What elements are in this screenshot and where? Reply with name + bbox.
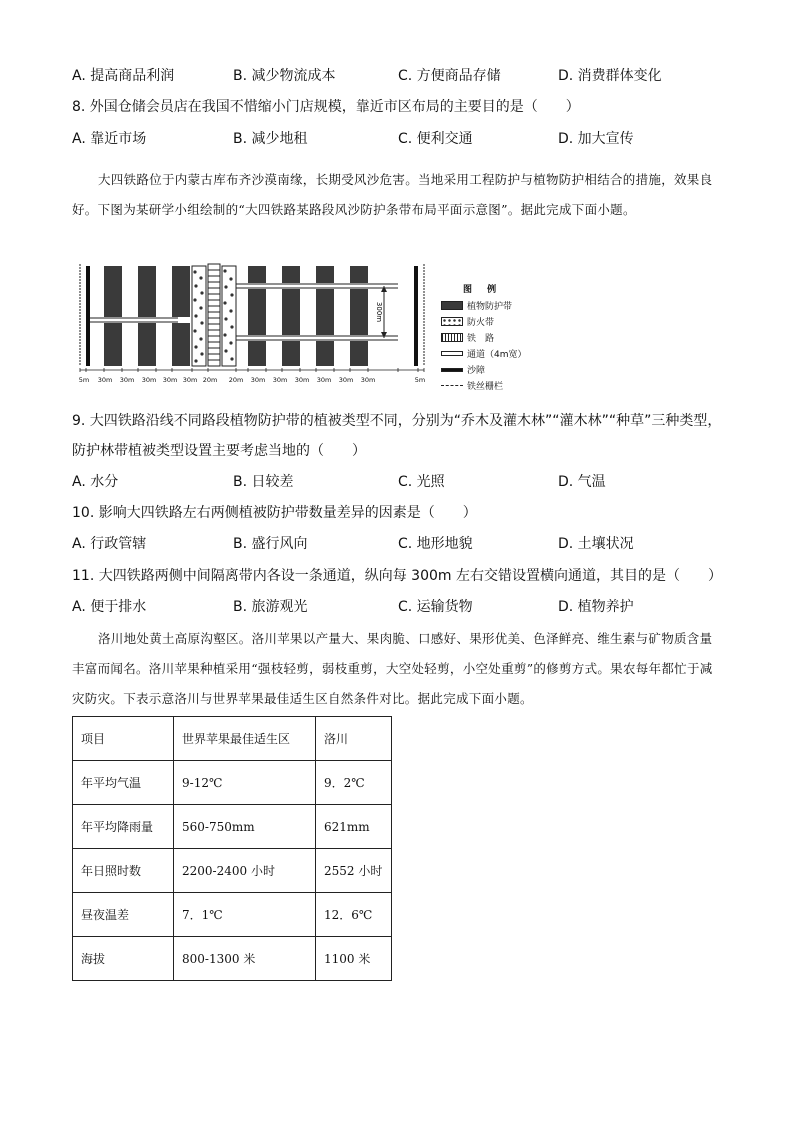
q8-stem: 8. 外国仓储会员店在我国不惜缩小门店规模，靠近市区布局的主要目的是（ ）	[72, 99, 580, 115]
width-label: 30m	[119, 376, 135, 384]
q11-option-b: B. 旅游观光	[233, 599, 308, 615]
width-label: 20m	[228, 376, 244, 384]
q8-option-c: C. 便利交通	[398, 131, 473, 147]
legend-item-fence	[441, 380, 503, 391]
table-cell: 昼夜温差	[73, 893, 174, 937]
fence-swatch	[441, 385, 463, 386]
scale-300m-label: 300m	[375, 301, 383, 323]
table-cell: 12．6℃	[316, 893, 392, 937]
sand-barrier-swatch	[441, 368, 463, 372]
figure-legend	[441, 282, 561, 396]
q7-option-c: C. 方便商品存储	[398, 68, 501, 84]
table-row	[73, 893, 392, 937]
table-cell: 2200-2400 小时	[174, 849, 316, 893]
q7-option-b: B. 减少物流成本	[233, 68, 336, 84]
legend-title: 图 例	[463, 285, 503, 295]
width-label: 5m	[414, 376, 426, 384]
q10-option-a: A. 行政管辖	[72, 536, 147, 552]
channel-swatch	[441, 351, 463, 356]
table-header-row	[73, 717, 392, 761]
q10-option-b: B. 盛行风向	[233, 536, 308, 552]
table-row	[73, 805, 392, 849]
table-cell: 800-1300 米	[174, 937, 316, 981]
q11-option-d: D. 植物养护	[558, 599, 634, 615]
q7-option-a: A. 提高商品利润	[72, 68, 175, 84]
width-label: 30m	[182, 376, 198, 384]
table-cell: 621mm	[316, 805, 392, 849]
plant-band-swatch	[441, 301, 463, 310]
table-cell: 9．2℃	[316, 761, 392, 805]
table-cell: 9-12℃	[174, 761, 316, 805]
table-header-cell: 项目	[73, 717, 174, 761]
passage-luochuan	[72, 624, 724, 714]
q7-option-d: D. 消费群体变化	[558, 68, 662, 84]
width-label: 30m	[141, 376, 157, 384]
table-header-cell: 洛川	[316, 717, 392, 761]
table-row	[73, 937, 392, 981]
passage-luochuan-text: 洛川地处黄土高原沟壑区。洛川苹果以产量大、果肉脆、口感好、果形优美、色泽鲜亮、维生素与矿物质含量丰富而闻名。洛川苹果种植采用“强枝轻剪，弱枝重剪，大空处轻剪，小空处重剪”的修剪方式。果农每年都忙于减灾防灾。下表示意洛川与世界苹果最佳适生区自然条件对比。据此完成下面小题。	[72, 631, 713, 706]
legend-item-firebreak	[441, 316, 494, 327]
q9-option-c: C. 光照	[398, 474, 445, 490]
q9-option-b: B. 日较差	[233, 474, 294, 490]
q11-option-a: A. 便于排水	[72, 599, 147, 615]
table-row	[73, 761, 392, 805]
legend-item-sand-barrier	[441, 364, 485, 375]
width-label: 30m	[272, 376, 288, 384]
width-label: 30m	[360, 376, 376, 384]
q9-option-d: D. 气温	[558, 474, 606, 490]
table-cell: 年平均降雨量	[73, 805, 174, 849]
width-label: 20m	[202, 376, 218, 384]
railway-swatch	[441, 333, 463, 342]
width-label: 30m	[162, 376, 178, 384]
legend-item-plant-band	[441, 300, 512, 311]
passage-railway	[72, 165, 724, 225]
q8-option-a: A. 靠近市场	[72, 131, 147, 147]
legend-label: 铁丝栅栏	[467, 382, 504, 392]
width-label: 5m	[78, 376, 90, 384]
legend-label: 通道（4m宽）	[467, 350, 527, 360]
railway-layout-diagram	[78, 262, 430, 392]
q8-option-d: D. 加大宣传	[558, 131, 634, 147]
q10-stem: 10. 影响大四铁路左右两侧植被防护带数量差异的因素是（ ）	[72, 505, 477, 521]
q9-option-a: A. 水分	[72, 474, 119, 490]
railway-layout-figure	[78, 262, 430, 392]
legend-label: 植物防护带	[467, 302, 513, 312]
table-cell: 2552 小时	[316, 849, 392, 893]
table-header-cell: 世界苹果最佳适生区	[174, 717, 316, 761]
apple-conditions-table	[72, 716, 392, 981]
width-label: 30m	[250, 376, 266, 384]
legend-label: 防火带	[467, 318, 495, 328]
firebreak-swatch	[441, 317, 463, 326]
q11-option-c: C. 运输货物	[398, 599, 473, 615]
table-cell: 年日照时数	[73, 849, 174, 893]
width-label: 30m	[338, 376, 354, 384]
table-cell: 海拔	[73, 937, 174, 981]
width-label: 30m	[294, 376, 310, 384]
table-cell: 560-750mm	[174, 805, 316, 849]
legend-item-channel	[441, 348, 527, 359]
width-label: 30m	[97, 376, 113, 384]
q8-option-b: B. 减少地租	[233, 131, 308, 147]
q9-stem: 9. 大四铁路沿线不同路段植物防护带的植被类型不同，分别为“乔木及灌木林”“灌木林”“种草”三种类型，防护林带植被类型设置主要考虑当地的（ ）	[72, 413, 722, 459]
legend-label: 铁 路	[467, 334, 495, 344]
table-row	[73, 849, 392, 893]
table-cell: 7．1℃	[174, 893, 316, 937]
legend-item-railway	[441, 332, 494, 343]
legend-label: 沙障	[467, 366, 486, 376]
table-cell: 年平均气温	[73, 761, 174, 805]
q11-stem: 11. 大四铁路两侧中间隔离带内各设一条通道，纵向每 300m 左右交错设置横向通道，其目的是（ ）	[72, 568, 722, 584]
passage-railway-text: 大四铁路位于内蒙古库布齐沙漠南缘，长期受风沙危害。当地采用工程防护与植物防护相结合的措施，效果良好。下图为某研学小组绘制的“大四铁路某路段风沙防护条带布局平面示意图”。据此完成下面小题。	[72, 172, 713, 217]
q10-option-d: D. 土壤状况	[558, 536, 634, 552]
width-label: 30m	[316, 376, 332, 384]
q10-option-c: C. 地形地貌	[398, 536, 473, 552]
table-cell: 1100 米	[316, 937, 392, 981]
